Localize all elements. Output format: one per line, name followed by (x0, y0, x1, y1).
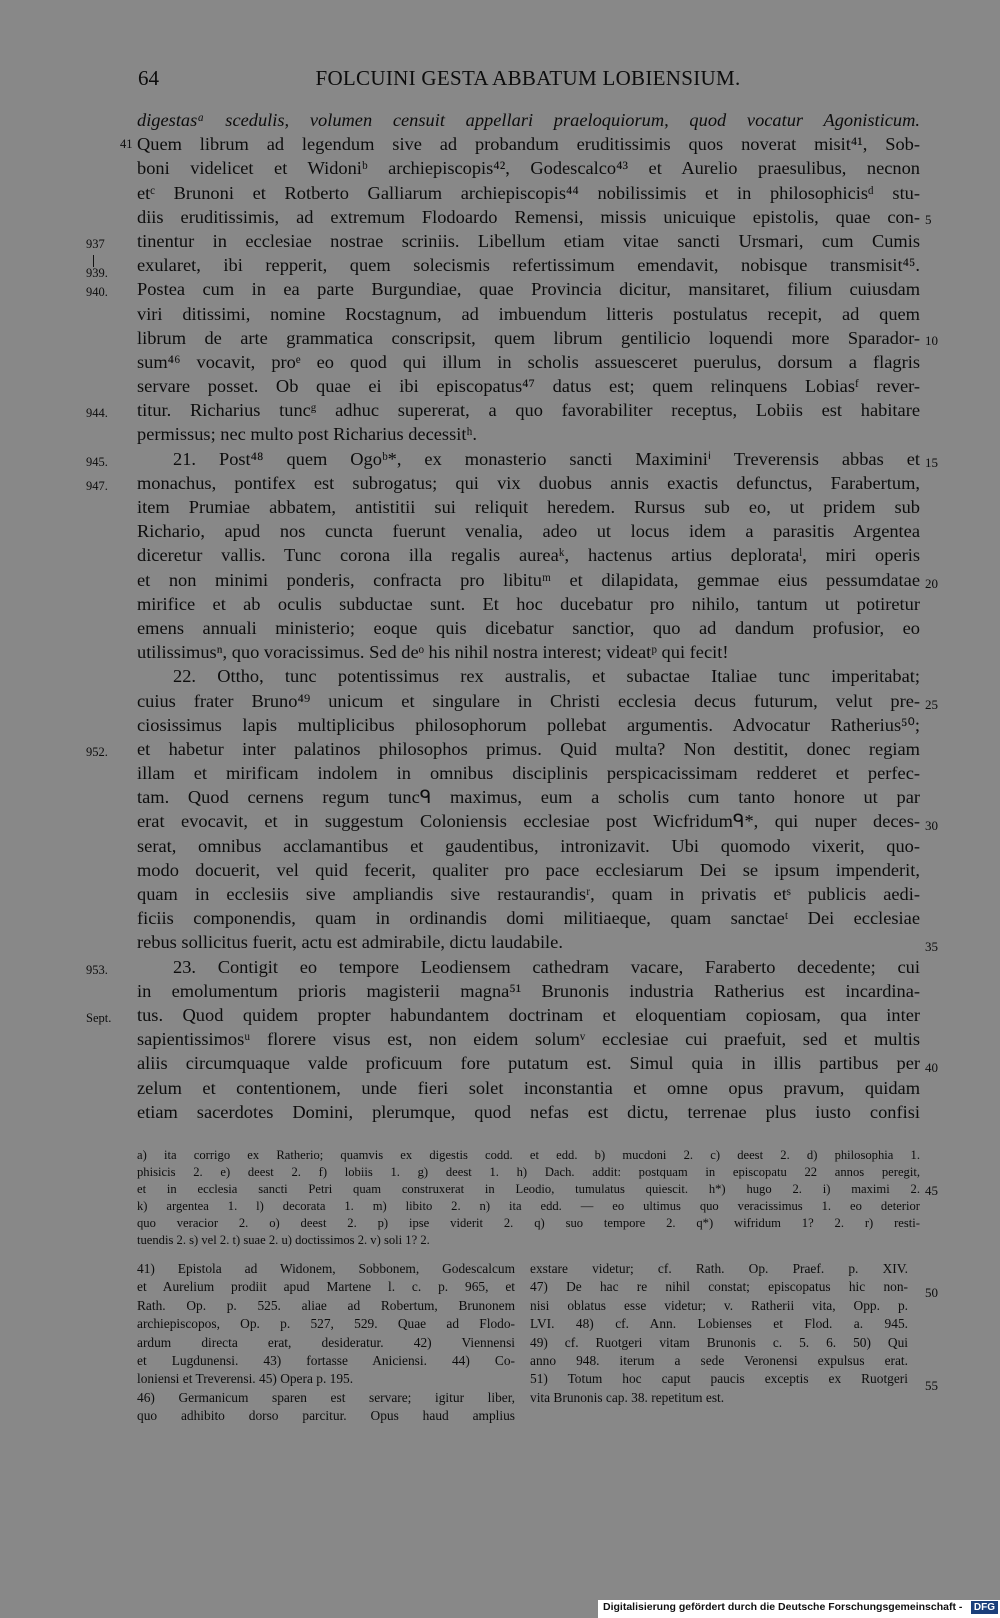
note-line: nisi oblatus esse videtur; v. Ratherii vita, Opp. p. (530, 1297, 908, 1313)
note-line: 51) Totum hoc caput paucis exceptis ex Ruotgeri (530, 1371, 908, 1387)
note-line: quo veracior 2. o) deest 2. p) ipse viderit 2. q) suo tempore 2. q*) wifridum 1? 2. r) resti- (137, 1216, 920, 1230)
text-line: sapientissimosᵘ florere visus est, non eidem solumᵛ ecclesiae cui praefuit, sed et multis (137, 1029, 920, 1050)
note-line: k) argentea 1. l) decorata 1. m) libito 2. n) ita edd. — eo ultimus quo veracissimus 1. eo deterior (137, 1199, 920, 1213)
margin-date: 953. (86, 963, 108, 977)
text-line: ciosissimus lapis multiplicibus philosophorum pollebat argumentis. Advocatur Ratherius⁵⁰; (137, 714, 920, 735)
line-number: 30 (925, 818, 938, 833)
margin-date: 937 (86, 237, 105, 251)
text-line: Quem librum ad legendum sive ad probandum eruditissimis quos noverat misit⁴¹, Sob- (137, 134, 920, 155)
line-number: 15 (925, 455, 938, 470)
text-line: utilissimusⁿ, quo voracissimus. Sed deᵒ his nihil nostra interest; videatᵖ qui fecit! (137, 642, 729, 663)
line-number: 25 (925, 697, 938, 712)
note-line: anno 948. iterum a sede Veronensi expulsus erat. (530, 1352, 908, 1368)
text-line: serat, omnibus acclamantibus et gaudentibus, intronizavit. Ubi quomodo vixerit, quo- (137, 835, 920, 856)
text-line: in emolumentum prioris magisterii magna⁵¹ Brunonis industria Ratherius est incardina- (137, 980, 920, 1001)
note-line: LVI. 48) cf. Ann. Lobienses et Flod. a. 945. (530, 1316, 908, 1332)
note-line: exstare videtur; cf. Rath. Op. Praef. p. XIV. (530, 1261, 908, 1276)
line-number: 40 (925, 1060, 938, 1075)
margin-date: 939. (86, 266, 108, 280)
margin-date: 952. (86, 745, 108, 759)
note-line: archiepiscopos, Op. p. 527, 529. Quae ad Flodo- (137, 1316, 515, 1332)
chapter-22-start: 22. Ottho, tunc potentissimus rex australis, et subactae Italiae tunc imperitabat; (173, 666, 920, 687)
text-line: quam in ecclesiis sive ampliandis sive restaurandisʳ, quam in privatis etˢ publicis aedi- (137, 884, 920, 904)
text-line: rebus sollicitus fuerit, actu est admirabile, dictu laudabile. (137, 932, 563, 953)
note-line: ardum directa erat, desideratur. 42) Viennensi (137, 1334, 515, 1350)
digitization-footer (598, 1600, 1000, 1618)
text-line: titur. Richarius tuncᵍ adhuc supererat, a quo favorabiliter receptus, Lobiis est habitare (137, 400, 920, 421)
footer-credit: Digitalisierung gefördert durch die Deutsche Forschungsgemeinschaft - (603, 1601, 963, 1613)
text-line: Postea cum in ea parte Burgundiae, quae Provincia dicitur, mansitaret, filium cuiusdam (137, 279, 920, 300)
text-line: etiam sacerdotes Domini, plerumque, quod nefas est dictu, terrenae plus iusto confisi (137, 1101, 920, 1122)
line-number: 35 (925, 939, 938, 954)
margin-number: 41 (120, 137, 133, 151)
line-number: 50 (925, 1285, 938, 1300)
text-line: tus. Quod quidem propter habundantem doctrinam et eloquentiam copiosam, qua inter (137, 1004, 920, 1025)
margin-date: 945. (86, 455, 108, 469)
text-line: diceretur vallis. Tunc corona illa regalis aureaᵏ, hactenus artius deplorataˡ, miri operis (137, 545, 920, 566)
note-line: tuendis 2. s) vel 2. t) suae 2. u) doctissimos 2. v) soli 1? 2. (137, 1233, 430, 1247)
page-number: 64 (138, 66, 159, 90)
text-line: cuius frater Bruno⁴⁹ unicum et singulare in Christi ecclesia decus futurum, velut pre- (137, 690, 920, 711)
text-line: zelum et contentionem, unde fieri solet inconstantia et omne opus pravum, quidam (137, 1077, 920, 1098)
line-number: 5 (925, 212, 932, 227)
commentary-left-column (137, 1260, 515, 1426)
main-text (137, 108, 920, 1124)
chapter-21-start: 21. Post⁴⁸ quem Ogoᵇ*, ex monasterio sancti Maximiniⁱ Treverensis abbas et (173, 448, 920, 469)
text-line: et non minimi ponderis, confracta pro libituᵐ et dilapidata, gemmae eius pessumdatae (137, 569, 920, 590)
note-line: 46) Germanicum sparen est servare; igitur liber, (137, 1389, 515, 1405)
note-line: 49) cf. Ruotgeri vitam Brunonis c. 5. 6. 50) Qui (530, 1334, 908, 1350)
text-line: diis eruditissimis, ad extremum Flodoardo Remensi, missis unicuique epistolis, quae con- (137, 206, 920, 227)
note-line: vita Brunonis cap. 38. repetitum est. (530, 1389, 725, 1405)
note-line: phisicis 2. e) deest 2. f) lobiis 1. g) deest 1. h) Dach. addit: postquam in episcopatu 22 annos peregit, (137, 1165, 920, 1179)
running-title: FOLCUINI GESTA ABBATUM LOBIENSIUM. (315, 66, 741, 90)
text-line: aliis circumquaque valde proficuum fore putatum est. Simul quia in illis partibus per (137, 1053, 920, 1074)
note-line: Rath. Op. p. 525. aliae ad Robertum, Brunonem (137, 1297, 515, 1313)
text-line: ficiis componendis, quam in ordinandis domi militiaeque, quam sanctaeᵗ Dei ecclesiae (137, 908, 920, 929)
margin-date: 944. (86, 406, 108, 420)
text-line: exularet, ibi repperit, quem solecismis refertissimum emendavit, nobisque transmisit⁴⁵. (137, 255, 920, 276)
note-line: 41) Epistola ad Widonem, Sobbonem, Godescalcum (137, 1261, 515, 1276)
text-line: monachus, pontifex est subrogatus; qui vix duobus annis exactis defunctus, Farabertum, (137, 472, 920, 493)
text-line: digestasᵃ scedulis, volumen censuit appellari praeloquiorum, quod vocatur Agonisticum. (137, 110, 920, 130)
margin-date: 940. (86, 285, 108, 299)
text-line: tam. Quod cernens regum tuncᑫ maximus, eum a scholis cum tanto honore ut par (137, 787, 920, 808)
line-number: 10 (925, 333, 938, 348)
text-line: illam et mirificam indolem in omnibus disciplinis perspicacissimam redderet et perfec- (137, 763, 920, 784)
dfg-logo: DFG (971, 1601, 998, 1614)
note-line: et Aurelium prodiit apud Martene l. c. p. 965, et (137, 1279, 515, 1295)
text-line: item Prumiae abbatem, antistitii sui reliquit heredem. Rursus sub eo, ut pridem sub (137, 497, 920, 517)
text-line: et habetur inter palatinos philosophos primus. Quid multa? Non destitit, donec regiam (137, 738, 920, 759)
text-line: erat evocavit, et in suggestum Coloniensis ecclesiae post Wicfridumᑫ*, qui nuper deces- (137, 811, 920, 832)
text-line: etᶜ Brunoni et Rotberto Galliarum archiepiscopis⁴⁴ nobilissimis et in philosophicisᵈ stu- (137, 182, 920, 203)
note-line: 47) De hac re nihil constat; episcopatus hic non- (530, 1279, 908, 1295)
text-line: Richario, apud nos cuncta fuerunt venalia, adeo ut locus idem a parasitis Argentea (137, 521, 920, 542)
text-line: mirifice et ab oculis subductae sunt. Et hoc ducebatur pro nihilo, tantum ut potiretur (137, 593, 920, 614)
note-line: et Lugdunensi. 43) fortasse Aniciensi. 44) Co- (137, 1352, 515, 1368)
margin-date: Sept. (86, 1011, 112, 1025)
note-line: a) ita corrigo ex Ratherio; quamvis ex digestis codd. et edd. b) mucdoni 2. c) deest 2. d) philosophia 1. (137, 1148, 920, 1162)
text-line: emens annuali ministerio; eoque quis dicebatur sanctior, quo ad dandum profusior, eo (137, 617, 920, 638)
running-header (138, 66, 918, 96)
line-number: 20 (925, 576, 938, 591)
textual-notes (137, 1147, 920, 1249)
note-line: loniensi et Treverensi. 45) Opera p. 195. (137, 1371, 354, 1387)
commentary-right-column (530, 1260, 908, 1407)
text-line: boni videlicet et Widoniᵇ archiepiscopis⁴², Godescalco⁴³ et Aurelio praesulibus, necnon (137, 158, 920, 179)
text-line: tinentur in ecclesiae nostrae scriniis. Libellum etiam vitae sancti Ursmari, cum Cumis (137, 230, 920, 251)
text-line: librum de arte grammatica conscripsit, quem librum gentilicio loquendi more Sparador- (137, 327, 920, 348)
margin-date: 947. (86, 479, 108, 493)
text-line: viri ditissimi, nomine Rocstagnum, ad imbuendum litteris postulatus recepit, ad quem (137, 303, 920, 324)
text-line: permissus; nec multo post Richarius decessitʰ. (137, 424, 477, 445)
text-line: modo docuerit, vel quid fecerit, qualiter pro pace ecclesiarum Dei se ipsum impenderit, (137, 859, 920, 880)
note-line: quo adhibito dorso parcitur. Opus haud amplius (137, 1408, 515, 1424)
line-number: 55 (925, 1378, 938, 1393)
chapter-23-start: 23. Contigit eo tempore Leodiensem cathedram vacare, Faraberto decedente; cui (173, 956, 920, 977)
text-line: sum⁴⁶ vocavit, proᵉ eo quod qui illum in scholis assuesceret puerulus, dorsum a flagris (137, 351, 920, 372)
text-line: servare posset. Ob quae ei ibi episcopatus⁴⁷ datus est; quem relinquens Lobiasᶠ rever- (137, 376, 920, 397)
line-number: 45 (925, 1183, 938, 1198)
note-line: et in ecclesia sancti Petri quam construxerat in Leodio, tumulatus quiescit. h*) hugo 2. i) maximi 2. (137, 1182, 920, 1196)
